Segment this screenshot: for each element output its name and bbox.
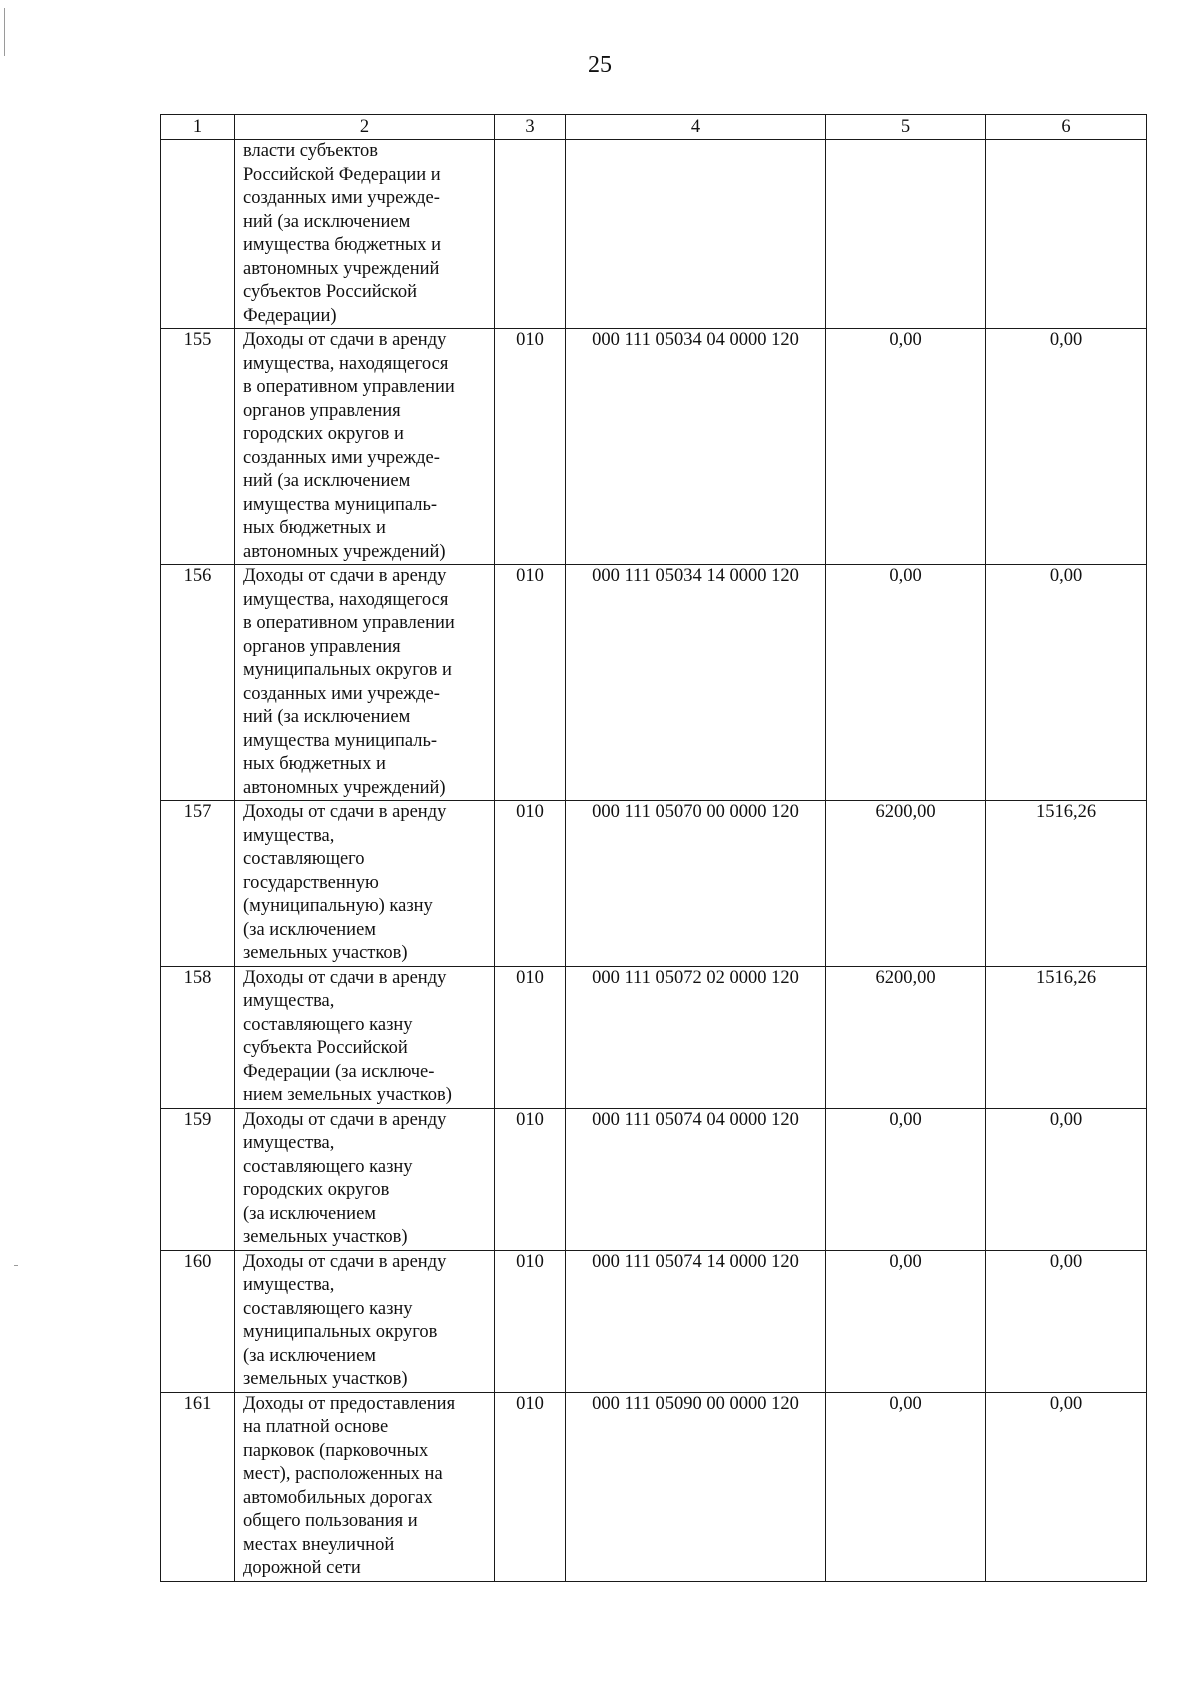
header-col-5: 5 bbox=[826, 115, 986, 140]
row-name bbox=[235, 140, 495, 329]
row-budget-code: 000 111 05034 04 0000 120 bbox=[566, 329, 826, 565]
row-fact-value: 1516,26 bbox=[986, 966, 1147, 1108]
row-number: 161 bbox=[161, 1392, 235, 1581]
row-plan-value: 0,00 bbox=[826, 1108, 986, 1250]
row-admin-code: 010 bbox=[495, 565, 566, 801]
row-fact-value: 1516,26 bbox=[986, 801, 1147, 967]
row-fact-value: 0,00 bbox=[986, 329, 1147, 565]
row-name bbox=[235, 565, 495, 801]
row-plan-value: 0,00 bbox=[826, 1250, 986, 1392]
row-name-text: Доходы от сдачи в аренду имущества, находящегося в оперативном управлении органов управления городских округов и созданных ими учрежде- ний (за исключением имущества муниципаль- ных бюджетных и автономных учреждений) bbox=[243, 330, 455, 562]
row-budget-code: 000 111 05070 00 0000 120 bbox=[566, 801, 826, 967]
page-number: 25 bbox=[588, 52, 612, 78]
row-admin-code: 010 bbox=[495, 966, 566, 1108]
table-row bbox=[161, 801, 1147, 967]
row-admin-code: 010 bbox=[495, 1392, 566, 1581]
row-name bbox=[235, 1108, 495, 1250]
row-admin-code: 010 bbox=[495, 1250, 566, 1392]
row-plan-value: 0,00 bbox=[826, 565, 986, 801]
table-row bbox=[161, 1250, 1147, 1392]
row-number: 156 bbox=[161, 565, 235, 801]
row-name-text: Доходы от сдачи в аренду имущества, находящегося в оперативном управлении органов управления муниципальных округов и созданных ими учрежде- ний (за исключением имущества муниципаль- ных бюджетных и автономных учреждений) bbox=[243, 566, 455, 798]
row-name bbox=[235, 329, 495, 565]
row-name-text: Доходы от сдачи в аренду имущества, составляющего государственную (муниципальную) казну (за исключением земельных участков) bbox=[243, 802, 447, 963]
row-budget-code: 000 111 05074 04 0000 120 bbox=[566, 1108, 826, 1250]
row-name-text: Доходы от сдачи в аренду имущества, составляющего казну муниципальных округов (за исключением земельных участков) bbox=[243, 1251, 447, 1389]
row-number: 159 bbox=[161, 1108, 235, 1250]
table-row bbox=[161, 1392, 1147, 1581]
table-row bbox=[161, 329, 1147, 565]
row-admin-code: 010 bbox=[495, 329, 566, 565]
row-number: 158 bbox=[161, 966, 235, 1108]
row-budget-code bbox=[566, 140, 826, 329]
header-col-1: 1 bbox=[161, 115, 235, 140]
row-name bbox=[235, 966, 495, 1108]
revenue-table bbox=[160, 114, 1147, 1582]
row-number: 160 bbox=[161, 1250, 235, 1392]
row-budget-code: 000 111 05090 00 0000 120 bbox=[566, 1392, 826, 1581]
scan-artifact bbox=[4, 8, 5, 56]
row-name bbox=[235, 1250, 495, 1392]
header-col-6: 6 bbox=[986, 115, 1147, 140]
header-col-4: 4 bbox=[566, 115, 826, 140]
row-fact-value: 0,00 bbox=[986, 565, 1147, 801]
row-name bbox=[235, 801, 495, 967]
row-number: 157 bbox=[161, 801, 235, 967]
row-budget-code: 000 111 05074 14 0000 120 bbox=[566, 1250, 826, 1392]
row-fact-value: 0,00 bbox=[986, 1392, 1147, 1581]
row-name-text: Доходы от сдачи в аренду имущества, составляющего казну субъекта Российской Федерации (за исключе- нием земельных участков) bbox=[243, 967, 452, 1105]
row-fact-value: 0,00 bbox=[986, 1108, 1147, 1250]
row-plan-value bbox=[826, 140, 986, 329]
row-number bbox=[161, 140, 235, 329]
row-name-text: Доходы от предоставления на платной основе парковок (парковочных мест), расположенных на автомобильных дорогах общего пользования и местах внеуличной дорожной сети bbox=[243, 1393, 456, 1578]
row-plan-value: 0,00 bbox=[826, 1392, 986, 1581]
row-fact-value: 0,00 bbox=[986, 1250, 1147, 1392]
row-admin-code: 010 bbox=[495, 801, 566, 967]
row-name bbox=[235, 1392, 495, 1581]
row-plan-value: 6200,00 bbox=[826, 801, 986, 967]
header-col-2: 2 bbox=[235, 115, 495, 140]
header-col-3: 3 bbox=[495, 115, 566, 140]
row-admin-code: 010 bbox=[495, 1108, 566, 1250]
row-number: 155 bbox=[161, 329, 235, 565]
table-row bbox=[161, 1108, 1147, 1250]
table-row bbox=[161, 140, 1147, 329]
row-name-text: власти субъектов Российской Федерации и созданных ими учрежде- ний (за исключением имущества бюджетных и автономных учреждений субъектов Российской Федерации) bbox=[243, 141, 442, 326]
row-plan-value: 6200,00 bbox=[826, 966, 986, 1108]
table-row bbox=[161, 966, 1147, 1108]
row-fact-value bbox=[986, 140, 1147, 329]
table-row bbox=[161, 565, 1147, 801]
table-header-row bbox=[161, 115, 1147, 140]
row-name-text: Доходы от сдачи в аренду имущества, составляющего казну городских округов (за исключением земельных участков) bbox=[243, 1109, 447, 1247]
row-plan-value: 0,00 bbox=[826, 329, 986, 565]
row-budget-code: 000 111 05034 14 0000 120 bbox=[566, 565, 826, 801]
row-admin-code bbox=[495, 140, 566, 329]
scan-artifact bbox=[14, 1265, 18, 1266]
row-budget-code: 000 111 05072 02 0000 120 bbox=[566, 966, 826, 1108]
